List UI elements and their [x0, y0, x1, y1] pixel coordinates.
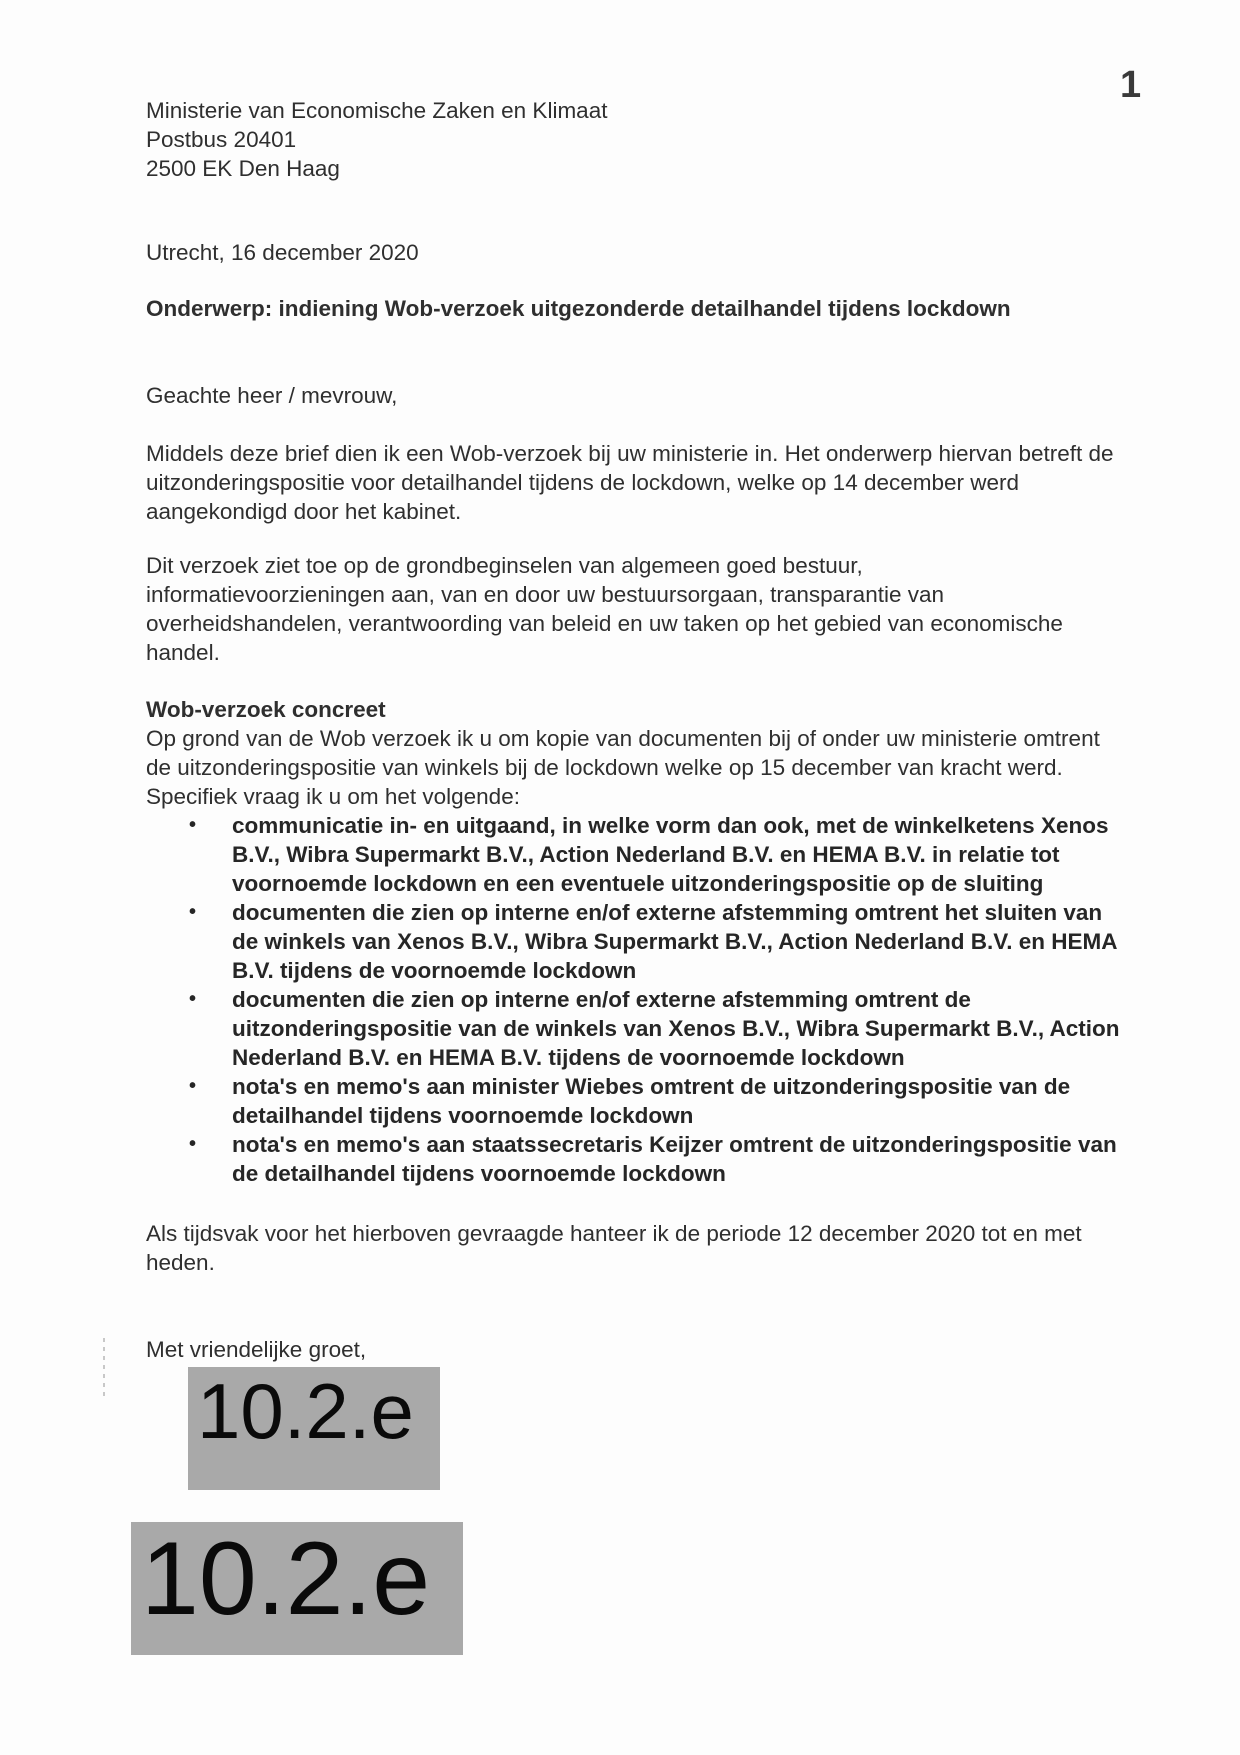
request-list	[146, 811, 1226, 1188]
request-line: de detailhandel tijdens voornoemde lockdown	[232, 1161, 726, 1186]
recipient-line: Postbus 20401	[146, 127, 297, 152]
paragraph-line: informatievoorzieningen aan, van en door uw bestuursorgaan, transparantie van	[146, 582, 945, 607]
paragraph-line: Als tijdsvak voor het hierboven gevraagde hanteer ik de periode 12 december 2020 tot en met	[146, 1221, 1082, 1246]
place-date-text: Utrecht, 16 december 2020	[146, 240, 419, 265]
request-line: uitzonderingspositie van de winkels van Xenos B.V., Wibra Supermarkt B.V., Action	[232, 1016, 1120, 1041]
salutation-text: Geachte heer / mevrouw,	[146, 383, 398, 408]
request-line: B.V. tijdens de voornoemde lockdown	[232, 958, 637, 983]
subject-text: Onderwerp: indiening Wob-verzoek uitgezonderde detailhandel tijdens lockdown	[146, 296, 1011, 321]
page-number: 1	[1120, 64, 1142, 106]
closing	[146, 1335, 1226, 1364]
paragraph-line: aangekondigd door het kabinet.	[146, 499, 462, 524]
recipient-line: 2500 EK Den Haag	[146, 156, 340, 181]
redaction-label: 10.2.e	[141, 1521, 431, 1637]
recipient-line: Ministerie van Economische Zaken en Klimaat	[146, 98, 608, 123]
section-heading: Wob-verzoek concreet	[146, 697, 386, 722]
redaction-box	[188, 1367, 440, 1490]
paragraph-line: heden.	[146, 1250, 215, 1275]
section-wob-concreet	[146, 695, 1226, 811]
redaction-label: 10.2.e	[197, 1367, 414, 1455]
paragraph-grounds	[146, 551, 1226, 667]
request-line: documenten die zien op interne en/of externe afstemming omtrent het sluiten van	[232, 900, 1103, 925]
paragraph-period	[146, 1219, 1226, 1277]
request-line: de winkels van Xenos B.V., Wibra Supermarkt B.V., Action Nederland B.V. en HEMA	[232, 929, 1118, 954]
request-item	[146, 1130, 1226, 1188]
closing-text: Met vriendelijke groet,	[146, 1337, 367, 1362]
request-item	[146, 811, 1226, 898]
request-item	[146, 1072, 1226, 1130]
paragraph-line: de uitzonderingspositie van winkels bij de lockdown welke op 15 december van kracht werd.	[146, 755, 1063, 780]
redaction-box	[131, 1522, 463, 1655]
paragraph-line: handel.	[146, 640, 220, 665]
place-date	[146, 238, 1226, 267]
bullet-icon: •	[189, 901, 197, 923]
request-line: documenten die zien op interne en/of externe afstemming omtrent de	[232, 987, 971, 1012]
request-line: Nederland B.V. en HEMA B.V. tijdens de voornoemde lockdown	[232, 1045, 905, 1070]
bullet-icon: •	[189, 988, 197, 1010]
subject-line	[146, 294, 1226, 323]
paragraph-intro	[146, 439, 1226, 526]
paragraph-line: overheidshandelen, verantwoording van beleid en uw taken op het gebied van economische	[146, 611, 1063, 636]
bullet-icon: •	[189, 1133, 197, 1155]
bullet-icon: •	[189, 1075, 197, 1097]
request-line: nota's en memo's aan minister Wiebes omtrent de uitzonderingspositie van de	[232, 1074, 1071, 1099]
paragraph-line: Dit verzoek ziet toe op de grondbeginselen van algemeen goed bestuur,	[146, 553, 863, 578]
request-line: communicatie in- en uitgaand, in welke vorm dan ook, met de winkelketens Xenos	[232, 813, 1109, 838]
request-line: voornoemde lockdown en een eventuele uitzonderingspositie op de sluiting	[232, 871, 1044, 896]
recipient-address	[146, 96, 1226, 183]
scan-margin-mark	[103, 1338, 105, 1398]
request-line: detailhandel tijdens voornoemde lockdown	[232, 1103, 694, 1128]
paragraph-line: uitzonderingspositie voor detailhandel tijdens de lockdown, welke op 14 december werd	[146, 470, 1020, 495]
salutation	[146, 381, 1226, 410]
request-item	[146, 985, 1226, 1072]
request-line: B.V., Wibra Supermarkt B.V., Action Nederland B.V. en HEMA B.V. in relatie tot	[232, 842, 1060, 867]
bullet-icon: •	[189, 814, 197, 836]
paragraph-line: Op grond van de Wob verzoek ik u om kopie van documenten bij of onder uw ministerie omtrent	[146, 726, 1100, 751]
paragraph-line: Specifiek vraag ik u om het volgende:	[146, 784, 520, 809]
request-item	[146, 898, 1226, 985]
paragraph-line: Middels deze brief dien ik een Wob-verzoek bij uw ministerie in. Het onderwerp hiervan betreft de	[146, 441, 1114, 466]
request-line: nota's en memo's aan staatssecretaris Keijzer omtrent de uitzonderingspositie van	[232, 1132, 1117, 1157]
